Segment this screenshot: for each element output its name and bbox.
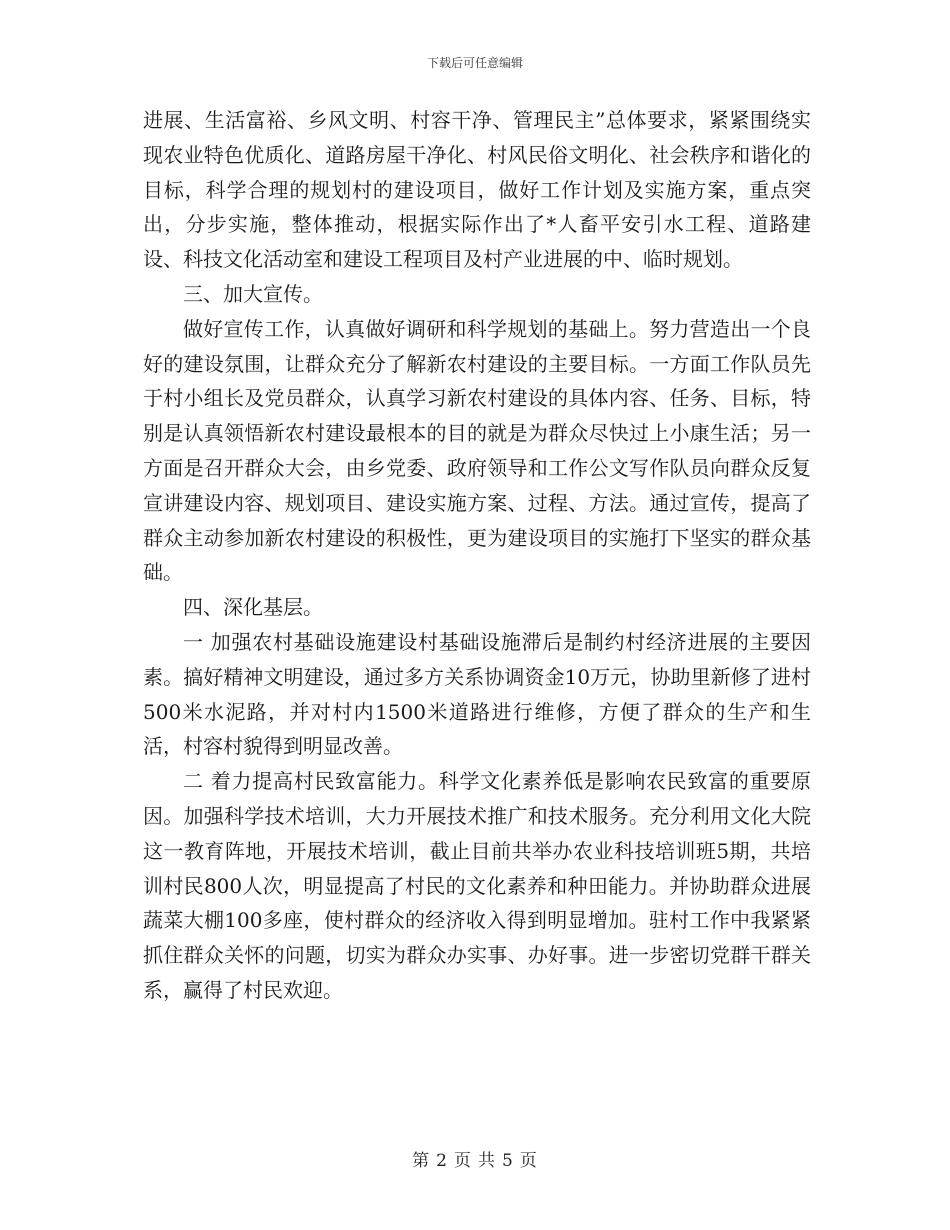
section-heading-3: 三、加大宣传。 bbox=[183, 281, 323, 306]
section-heading-4: 四、深化基层。 bbox=[183, 595, 323, 620]
page-footer bbox=[0, 1146, 950, 1171]
page-header: 下载后可任意编辑 bbox=[426, 56, 523, 70]
paragraph-5: 一 加强农村基础设施建设村基础设施滞后是制约村经济进展的主要因素。搞好精神文明建设，通过多方关系协调资金10万元，协助里新修了进村500米水泥路，并对村内1500米道路进行维修，方便了群众的生产和生活，村容村貌得到明显改善。 bbox=[143, 629, 811, 759]
footer-current-page: 2 bbox=[436, 1151, 448, 1171]
paragraph-6: 二 着力提高村民致富能力。科学文化素养低是影响农民致富的重要原因。加强科学技术培训，大力开展技术推广和技术服务。充分利用文化大院这一教育阵地，开展技术培训，截止目前共举办农业科技培训班5期，共培训村民800人次，明显提高了村民的文化素养和种田能力。并协助群众进展蔬菜大棚100多座，使村群众的经济收入得到明显增加。驻村工作中我紧紧抓住群众关怀的问题，切实为群众办实事、办好事。进一步密切党群干群关系，赢得了村民欢迎。 bbox=[143, 769, 811, 1002]
footer-prefix: 第 bbox=[412, 1151, 431, 1171]
paragraph-3: 做好宣传工作，认真做好调研和科学规划的基础上。努力营造出一个良好的建设氛围，让群众充分了解新农村建设的主要目标。一方面工作队员先于村小组长及党员群众，认真学习新农村建设的具体内容、任务、目标，特别是认真领悟新农村建设最根本的目的就是为群众尽快过上小康生活；另一方面是召开群众大会，由乡党委、政府领导和工作公文写作队员向群众反复宣讲建设内容、规划项目、建设实施方案、过程、方法。通过宣传，提高了群众主动参加新农村建设的积极性，更为建设项目的实施打下坚实的群众基础。 bbox=[143, 316, 811, 585]
footer-page-word: 页 bbox=[454, 1151, 472, 1171]
footer-total-prefix: 共 bbox=[478, 1151, 496, 1171]
paragraph-1: 进展、生活富裕、乡风文明、村容干净、管理民主”总体要求，紧紧围绕实现农业特色优质化、道路房屋干净化、村风民俗文明化、社会秩序和谐化的目标，科学合理的规划村的建设项目，做好工作计划及实施方案，重点突出，分步实施，整体推动，根据实际作出了*人畜平安引水工程、道路建设、科技文化活动室和建设工程项目及村产业进展的中、临时规划。 bbox=[143, 108, 811, 272]
footer-suffix: 页 bbox=[519, 1151, 538, 1171]
document-body bbox=[143, 103, 811, 1008]
footer-total-pages: 5 bbox=[502, 1151, 514, 1171]
